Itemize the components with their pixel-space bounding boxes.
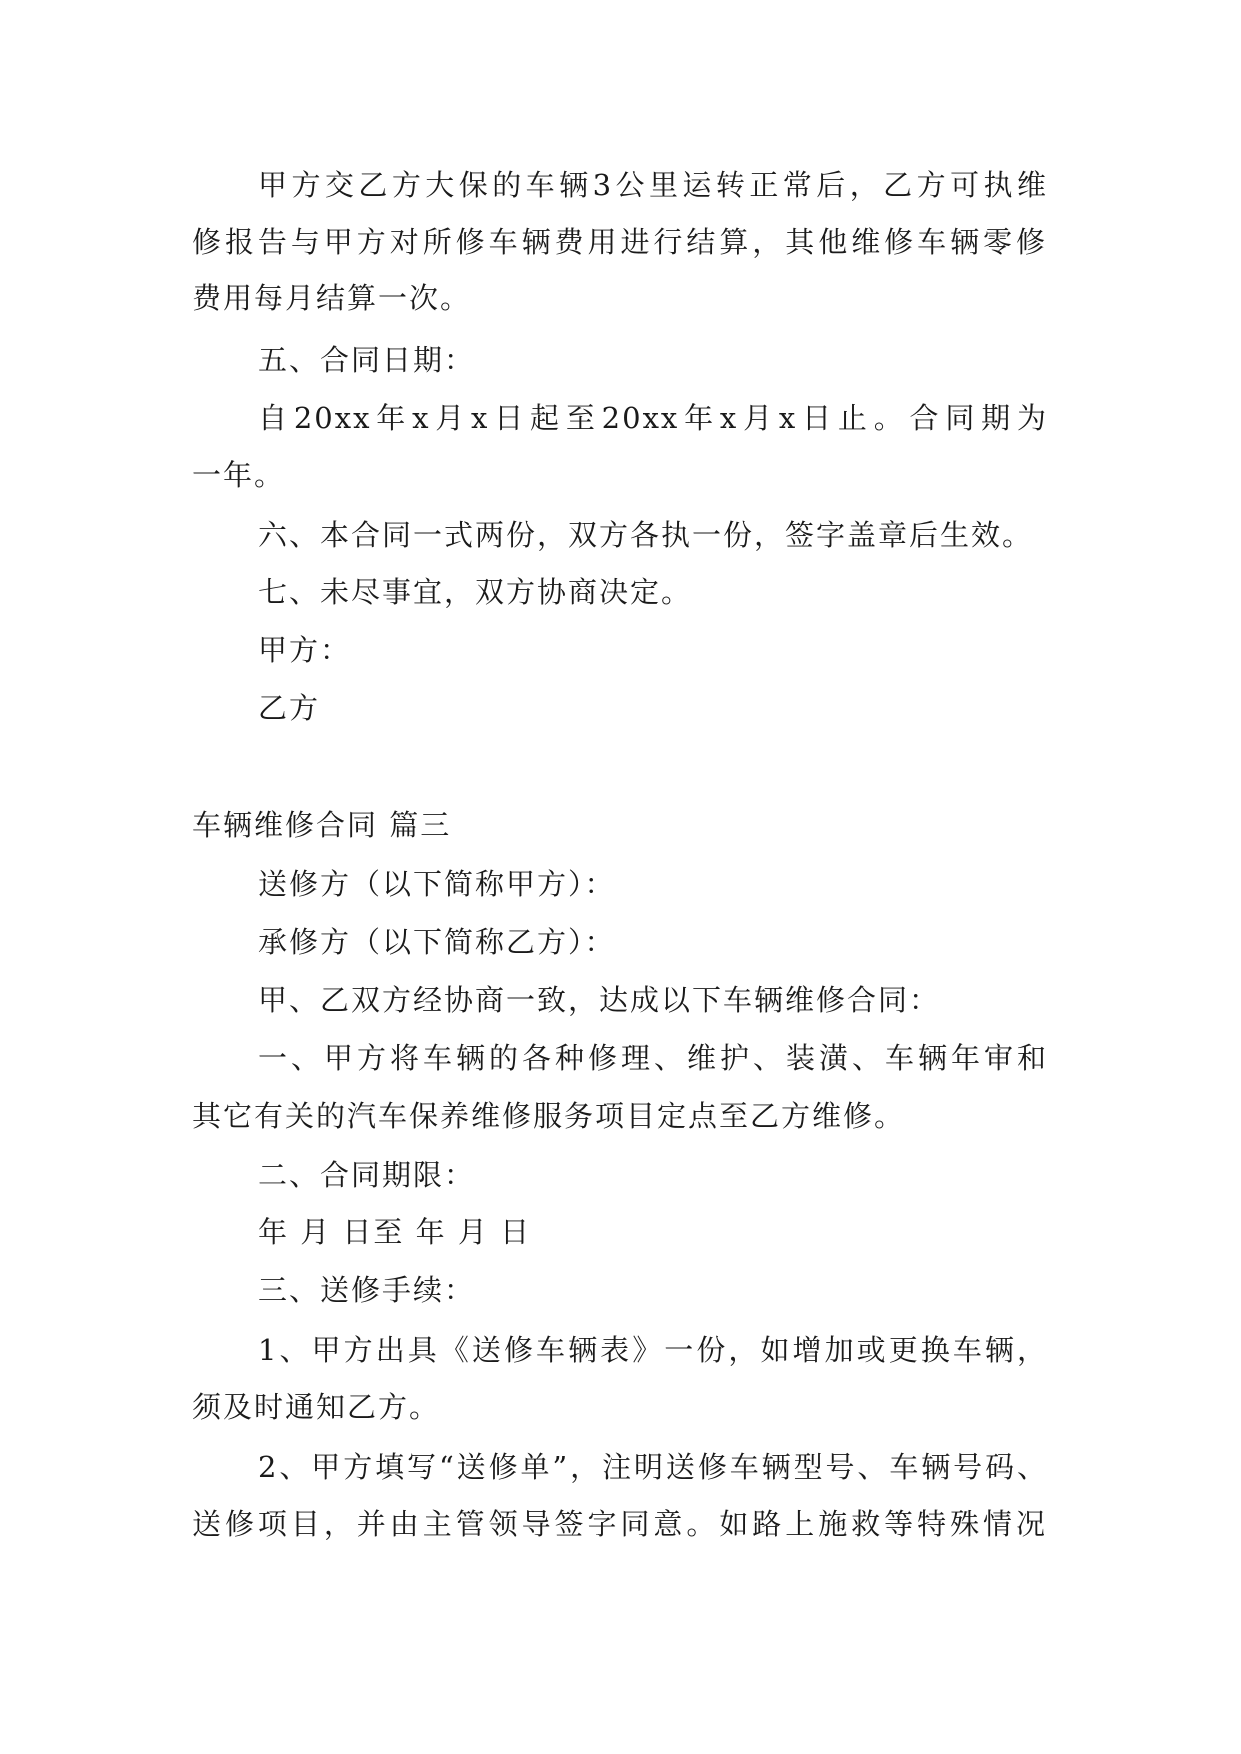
paragraph-line: 1、甲方出具《送修车辆表》一份，如增加或更换车辆， <box>258 1333 1048 1367</box>
paragraph-line: 甲方交乙方大保的车辆3公里运转正常后，乙方可执维 <box>258 168 1048 202</box>
section-heading: 二、合同期限： <box>258 1158 476 1192</box>
paragraph-line: 七、未尽事宜，双方协商决定。 <box>258 575 693 609</box>
paragraph-line: 一、甲方将车辆的各种修理、维护、装潢、车辆年审和 <box>258 1041 1048 1075</box>
paragraph-line: 承修方（以下简称乙方）： <box>258 925 616 959</box>
paragraph-line: 六、本合同一式两份，双方各执一份，签字盖章后生效。 <box>258 518 1034 552</box>
paragraph-line: 其它有关的汽车保养维修服务项目定点至乙方维修。 <box>192 1099 906 1133</box>
party-a-signature: 甲方： <box>258 633 352 667</box>
section-heading: 三、送修手续： <box>258 1273 476 1307</box>
section-title: 车辆维修合同 篇三 <box>192 808 452 842</box>
paragraph-line: 一年。 <box>192 458 286 492</box>
paragraph-line: 年 月 日至 年 月 日 <box>258 1215 532 1249</box>
paragraph-line: 费用每月结算一次。 <box>192 281 472 315</box>
paragraph-line: 2、甲方填写“送修单”，注明送修车辆型号、车辆号码、 <box>258 1450 1048 1484</box>
paragraph-line: 须及时通知乙方。 <box>192 1390 441 1424</box>
paragraph-line: 修报告与甲方对所修车辆费用进行结算，其他维修车辆零修 <box>192 225 1047 259</box>
party-b-signature: 乙方 <box>258 691 321 725</box>
section-heading: 五、合同日期： <box>258 343 476 377</box>
paragraph-line: 甲、乙双方经协商一致，达成以下车辆维修合同： <box>258 983 941 1017</box>
paragraph-line: 送修项目，并由主管领导签字同意。如路上施救等特殊情况 <box>192 1507 1047 1541</box>
paragraph-line: 送修方（以下简称甲方）： <box>258 867 616 901</box>
paragraph-line: 自20xx年x月x日起至20xx年x月x日止。合同期为 <box>258 401 1048 435</box>
